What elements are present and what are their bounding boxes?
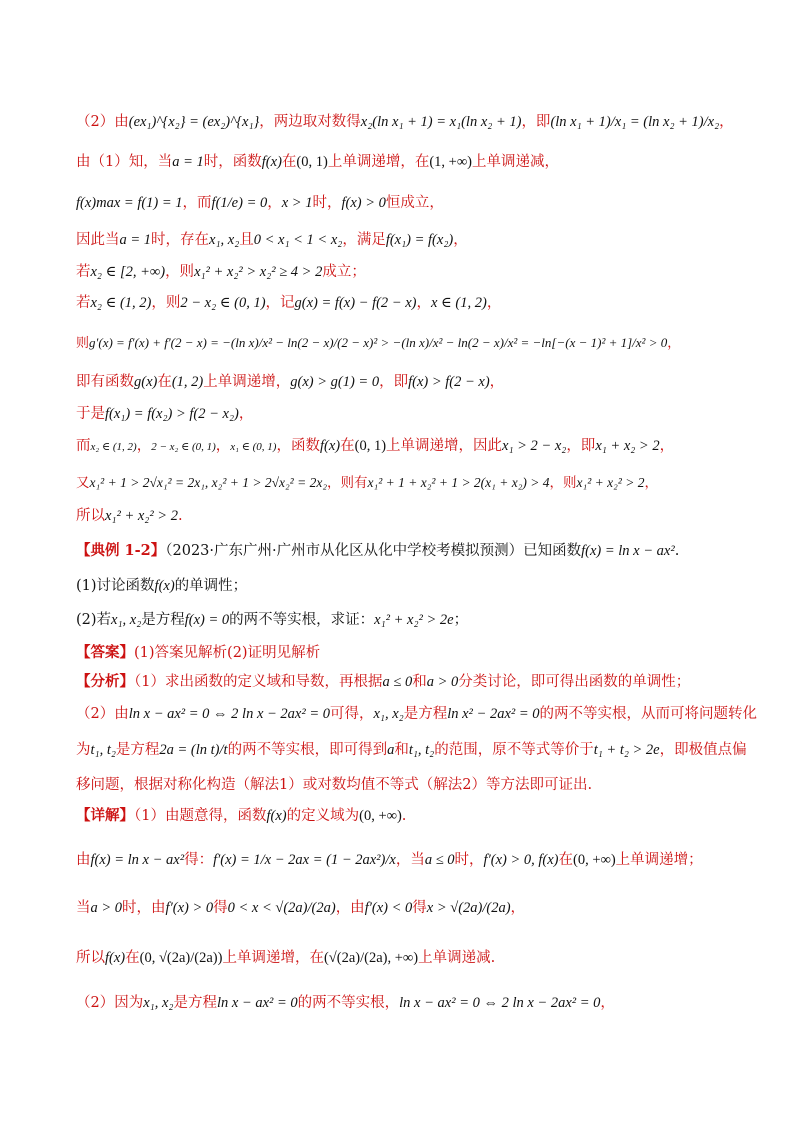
math: 0 < x < √(2a)/(2a): [227, 900, 336, 916]
text: ，由: [335, 900, 365, 916]
line-17: [76, 672, 726, 692]
text: ，即: [521, 114, 551, 130]
math: x₁² + x₂² > 2e: [374, 612, 454, 628]
math: f′(x) > 0, f(x): [483, 852, 559, 868]
math: a: [387, 742, 395, 758]
analysis-tag: 【分析】: [76, 673, 134, 690]
text: 于是: [76, 406, 105, 422]
text: 是方程: [403, 706, 448, 722]
text: ，: [489, 374, 505, 390]
text: ，: [510, 900, 526, 916]
text: 上单调递增，在: [222, 950, 324, 966]
text: 在: [340, 438, 355, 454]
math: f′(x) < 0: [364, 900, 413, 916]
math: x > 1: [281, 195, 313, 211]
text: 移问题，根据对称化构造（解法1）或对数均值不等式（解法2）等方法即可证出.: [76, 777, 593, 793]
math: g(x) = f(x) − f(2 − x): [294, 295, 417, 311]
text: ，则: [165, 264, 195, 280]
line-8: [76, 372, 726, 392]
text: ，: [659, 438, 675, 454]
text: ，: [136, 438, 152, 454]
math: ln x² − 2ax² = 0: [447, 706, 540, 722]
text: 而: [76, 438, 91, 454]
text: 在: [281, 154, 297, 170]
text: 时，: [312, 195, 342, 211]
text: 上单调递增；: [615, 852, 703, 868]
math: x₁, x₂: [373, 706, 404, 722]
math: x₁² + 1 + x₂² + 1 > 2(x₁ + x₂) > 4: [367, 475, 550, 490]
math: ln x − ax² = 0: [216, 995, 298, 1011]
text: ，即极值点偏: [659, 742, 747, 758]
text: ，即: [379, 374, 409, 390]
text: ，满足: [342, 232, 386, 248]
text: ，即: [566, 438, 596, 454]
text: (1)讨论函数: [76, 578, 155, 594]
math: f(x): [105, 950, 126, 966]
line-6: [76, 293, 726, 313]
math: x₁² + x₂² > 2: [576, 475, 645, 490]
math: ln x − ax² = 0 ⇔ 2 ln x − 2ax² = 0: [399, 995, 601, 1011]
text: 和: [394, 742, 409, 758]
math: (ln x₁ + 1)/x₁ = (ln x₂ + 1)/x₂: [550, 114, 720, 130]
text: 上单调递增，在: [327, 154, 430, 170]
text: 时，: [454, 852, 484, 868]
text: 上单调递减.: [418, 950, 496, 966]
text: ，: [267, 195, 282, 211]
text: 的两不等实根，: [297, 995, 400, 1011]
text: 成立；: [322, 264, 366, 280]
math: f(x): [266, 808, 287, 824]
text: （2）由: [76, 114, 129, 130]
math: (0, 1): [354, 438, 387, 454]
line-5: [76, 262, 726, 282]
text: ，当: [395, 852, 425, 868]
text: 则: [76, 336, 90, 351]
text: ，则: [151, 295, 181, 311]
text: ，: [719, 114, 734, 130]
math: f(1/e) = 0: [211, 195, 268, 211]
text: 的定义域为: [286, 808, 360, 824]
text: 时，由: [122, 900, 166, 916]
math: x₁² + 1 > 2√x₁² = 2x₁, x₂² + 1 > 2√x₂² = 2x₂: [89, 475, 328, 490]
line-3: [76, 193, 726, 213]
line-24: [76, 948, 726, 968]
math: f(x) > f(2 − x): [408, 374, 490, 390]
math: g(x): [134, 374, 158, 390]
text: 得: [213, 900, 228, 916]
text: 若: [76, 264, 91, 280]
text: （1）求出函数的定义域和导数，再根据: [134, 674, 383, 690]
text: ，则有: [327, 475, 368, 491]
text: ，则: [549, 475, 577, 491]
line-9: [76, 404, 726, 424]
text: (1)答案见解析(2)证明见解析: [134, 645, 321, 661]
text: ，: [486, 295, 502, 311]
math: x₂ ∈ [2, +∞): [90, 264, 166, 280]
math: x₂ ∈ (1, 2): [90, 441, 137, 453]
math: x₁ + x₂ > 2: [595, 438, 660, 454]
math: (1, +∞): [429, 154, 472, 170]
math: x₁, x₂: [209, 232, 240, 248]
line-20: [76, 775, 726, 795]
math: (ex₁)^{x₂} = (ex₂)^{x₁}: [128, 114, 260, 130]
text: .: [177, 508, 183, 524]
math: a > 0: [426, 674, 459, 690]
text: 的两不等实根，即可得到: [227, 742, 388, 758]
text: ，两边取对数得: [259, 114, 361, 130]
math: t₁, t₂: [408, 742, 435, 758]
text: （2）因为: [76, 995, 144, 1011]
math: x₁² + x₂² > x₂² ≥ 4 > 2: [194, 264, 323, 280]
line-11: [76, 473, 726, 493]
text: ，: [416, 295, 431, 311]
text: 在: [157, 374, 172, 390]
math: f′(x) > 0: [165, 900, 214, 916]
text: 得：: [184, 852, 214, 868]
text: 当: [76, 900, 91, 916]
text: 分类讨论，即可得出函数的单调性；: [458, 674, 691, 690]
line-19: [76, 740, 747, 760]
text: 得: [412, 900, 427, 916]
text: ，: [600, 995, 615, 1011]
math: x₂(ln x₁ + 1) = x₁(ln x₂ + 1): [360, 114, 522, 130]
math: f(x) = 0: [184, 612, 230, 628]
line-10: [76, 436, 726, 457]
math: f(x) = ln x − ax²: [581, 543, 675, 559]
math: f(x₁) = f(x₂) > f(2 − x₂): [105, 406, 239, 422]
text: ，函数: [276, 438, 320, 454]
line-22: [76, 850, 726, 870]
math: x ∈ (1, 2): [430, 295, 487, 311]
text: 的范围，原不等式等价于: [434, 742, 594, 758]
text: 是方程: [115, 742, 160, 758]
text: ，: [667, 336, 681, 351]
line-23: [76, 898, 726, 918]
text: 所以: [76, 508, 105, 524]
text: 因此当: [76, 232, 120, 248]
math: f(x): [261, 154, 282, 170]
detail-tag: 【详解】: [76, 807, 134, 824]
answer-tag: 【答案】: [76, 644, 134, 661]
text: .: [401, 808, 407, 824]
text: （2）由: [76, 706, 129, 722]
text: （1）由题意得，函数: [134, 808, 267, 824]
math: f′(x) = 1/x − 2ax = (1 − 2ax²)/x: [213, 852, 396, 868]
math: x > √(2a)/(2a): [426, 900, 511, 916]
math: 2 − x₂ ∈ (0, 1): [151, 441, 216, 453]
text: 即有函数: [76, 374, 134, 390]
text: 时，函数: [203, 154, 262, 170]
line-14: [76, 576, 726, 596]
math: (0, 1): [296, 154, 328, 170]
line-15: [76, 610, 726, 630]
math: (1, 2): [171, 374, 204, 390]
math: t₁ + t₂ > 2e: [593, 742, 660, 758]
text: 的单调性；: [174, 578, 248, 594]
text: 上单调递减，: [472, 154, 559, 170]
math: ln x − ax² = 0 ⇔ 2 ln x − 2ax² = 0: [128, 706, 330, 722]
text: ，: [644, 475, 658, 491]
math: (√(2a)/(2a), +∞): [323, 950, 419, 966]
text: 若: [76, 295, 91, 311]
math: a = 1: [172, 154, 204, 170]
line-18: [76, 704, 758, 724]
text: .: [674, 543, 680, 559]
math: t₁, t₂: [90, 742, 116, 758]
math: a > 0: [90, 900, 123, 916]
text: 又: [76, 475, 90, 491]
math: (0, +∞): [573, 852, 616, 868]
math: x₁, x₂: [111, 612, 142, 628]
text: 和: [412, 674, 427, 690]
text: (2)若: [76, 612, 112, 628]
text: 且: [239, 232, 254, 248]
math: a ≤ 0: [382, 674, 413, 690]
text: ，记: [265, 295, 295, 311]
math: x₁, x₂: [143, 995, 174, 1011]
math: a = 1: [119, 232, 152, 248]
line-2: [76, 152, 726, 172]
text: 由: [76, 852, 91, 868]
math: x₁² + x₂² > 2: [105, 508, 178, 524]
line-21: [76, 806, 726, 826]
text: ，: [238, 406, 254, 422]
text: ，: [453, 232, 468, 248]
math: g′(x) = f′(x) + f′(2 − x) = −(ln x)/x² − ln(2 − x)/(2 − x)² > −(ln x)/x² − ln(2 − x)/x² = −ln[−(x − 1)² + 1]/x² > 0: [89, 335, 668, 350]
math: (0, √(2a)/(2a)): [139, 950, 223, 966]
text: 恒成立，: [385, 195, 444, 211]
text: 上单调递增，: [203, 374, 291, 390]
text: 时，存在: [151, 232, 210, 248]
math: f(x) = ln x − ax²: [90, 852, 185, 868]
text: （2023·广东广州·广州市从化区从化中学校考模拟预测）已知函数: [165, 543, 582, 559]
text: 是方程: [173, 995, 217, 1011]
line-13: [76, 541, 726, 561]
text: 由（1）知，当: [76, 154, 173, 170]
example-tag: 【典例 1-2】: [76, 542, 166, 559]
math: x₁ ∈ (0, 1): [230, 441, 277, 453]
text: 为: [76, 742, 91, 758]
line-4: [76, 230, 726, 250]
math: 0 < x₁ < 1 < x₂: [253, 232, 343, 248]
math: f(x): [319, 438, 341, 454]
line-7: [76, 333, 726, 354]
text: 的两不等实根，从而可将问题转化: [539, 706, 758, 722]
math: (0, +∞): [359, 808, 402, 824]
text: 的两不等实根，求证：: [229, 612, 375, 628]
math: f(x₁) = f(x₂): [385, 232, 454, 248]
math: f(x)max = f(1) = 1: [76, 195, 183, 211]
text: ，: [215, 438, 231, 454]
math: 2 − x₂ ∈ (0, 1): [180, 295, 266, 311]
math: a ≤ 0: [424, 852, 455, 868]
line-16: [76, 643, 726, 663]
text: 所以: [76, 950, 105, 966]
text: 在: [558, 852, 573, 868]
math: f(x) > 0: [341, 195, 386, 211]
math: x₂ ∈ (1, 2): [90, 295, 152, 311]
text: 可得，: [330, 706, 374, 722]
line-1: [76, 112, 734, 132]
line-25: [76, 993, 726, 1013]
text: 上单调递增，因此: [386, 438, 503, 454]
math: g(x) > g(1) = 0: [290, 374, 380, 390]
text: ，而: [182, 195, 212, 211]
math: x₁ > 2 − x₂: [502, 438, 567, 454]
math: f(x): [154, 578, 175, 594]
text: 是方程: [141, 612, 185, 628]
text: ；: [453, 612, 469, 628]
math: 2a = (ln t)/t: [159, 742, 228, 758]
text: 在: [125, 950, 140, 966]
line-12: [76, 506, 726, 526]
